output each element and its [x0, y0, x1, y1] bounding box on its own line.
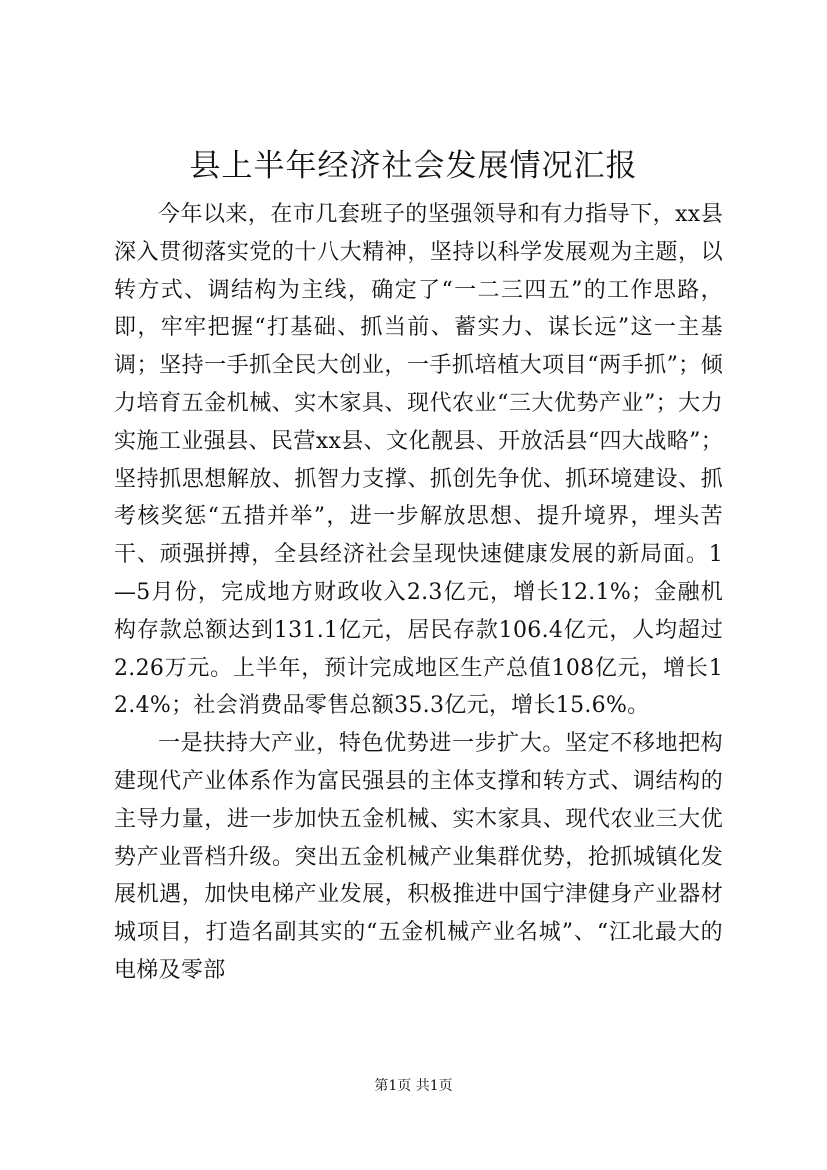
document-title: 县上半年经济社会发展情况汇报	[189, 148, 638, 184]
paragraph-intro: 今年以来，在市几套班子的坚强领导和有力指导下，xx县深入贯彻落实党的十八大精神，坚持以科学发展观为主题，以转方式、调结构为主线，确定了“一二三四五”的工作思路，即，牢牢把握“打基础、抓当前、蓄实力、谋长远”这一主基调；坚持一手抓全民大创业，一手抓培植大项目“两手抓”；倾力培育五金机械、实木家具、现代农业“三大优势产业”；大力实施工业强县、民营xx县、文化靓县、开放活县“四大战略”；坚持抓思想解放、抓智力支撑、抓创先争优、抓环境建设、抓考核奖惩“五措并举”，进一步解放思想、提升境界，埋头苦干、顽强拼搏，全县经济社会呈现快速健康发展的新局面。1—5月份，完成地方财政收入2.3亿元，增长12.1%；金融机构存款总额达到131.1亿元，居民存款106.4亿元，人均超过2.26万元。上半年，预计完成地区生产总值108亿元，增长12.4%；社会消费品零售总额35.3亿元，增长15.6%。	[114, 202, 723, 719]
paragraph-industry: 一是扶持大产业，特色优势进一步扩大。坚定不移地把构建现代产业体系作为富民强县的主体支撑和转方式、调结构的主导力量，进一步加快五金机械、实木家具、现代农业三大优势产业晋档升级。突出五金机械产业集群优势，抢抓城镇化发展机遇，加快电梯产业发展，积极推进中国宁津健身产业器材城项目，打造名副其实的“五金机械产业名城”、“江北最大的电梯及零部	[114, 731, 723, 983]
page-number-footer: 第1页 共1页	[374, 1078, 453, 1094]
document-body	[114, 196, 723, 990]
